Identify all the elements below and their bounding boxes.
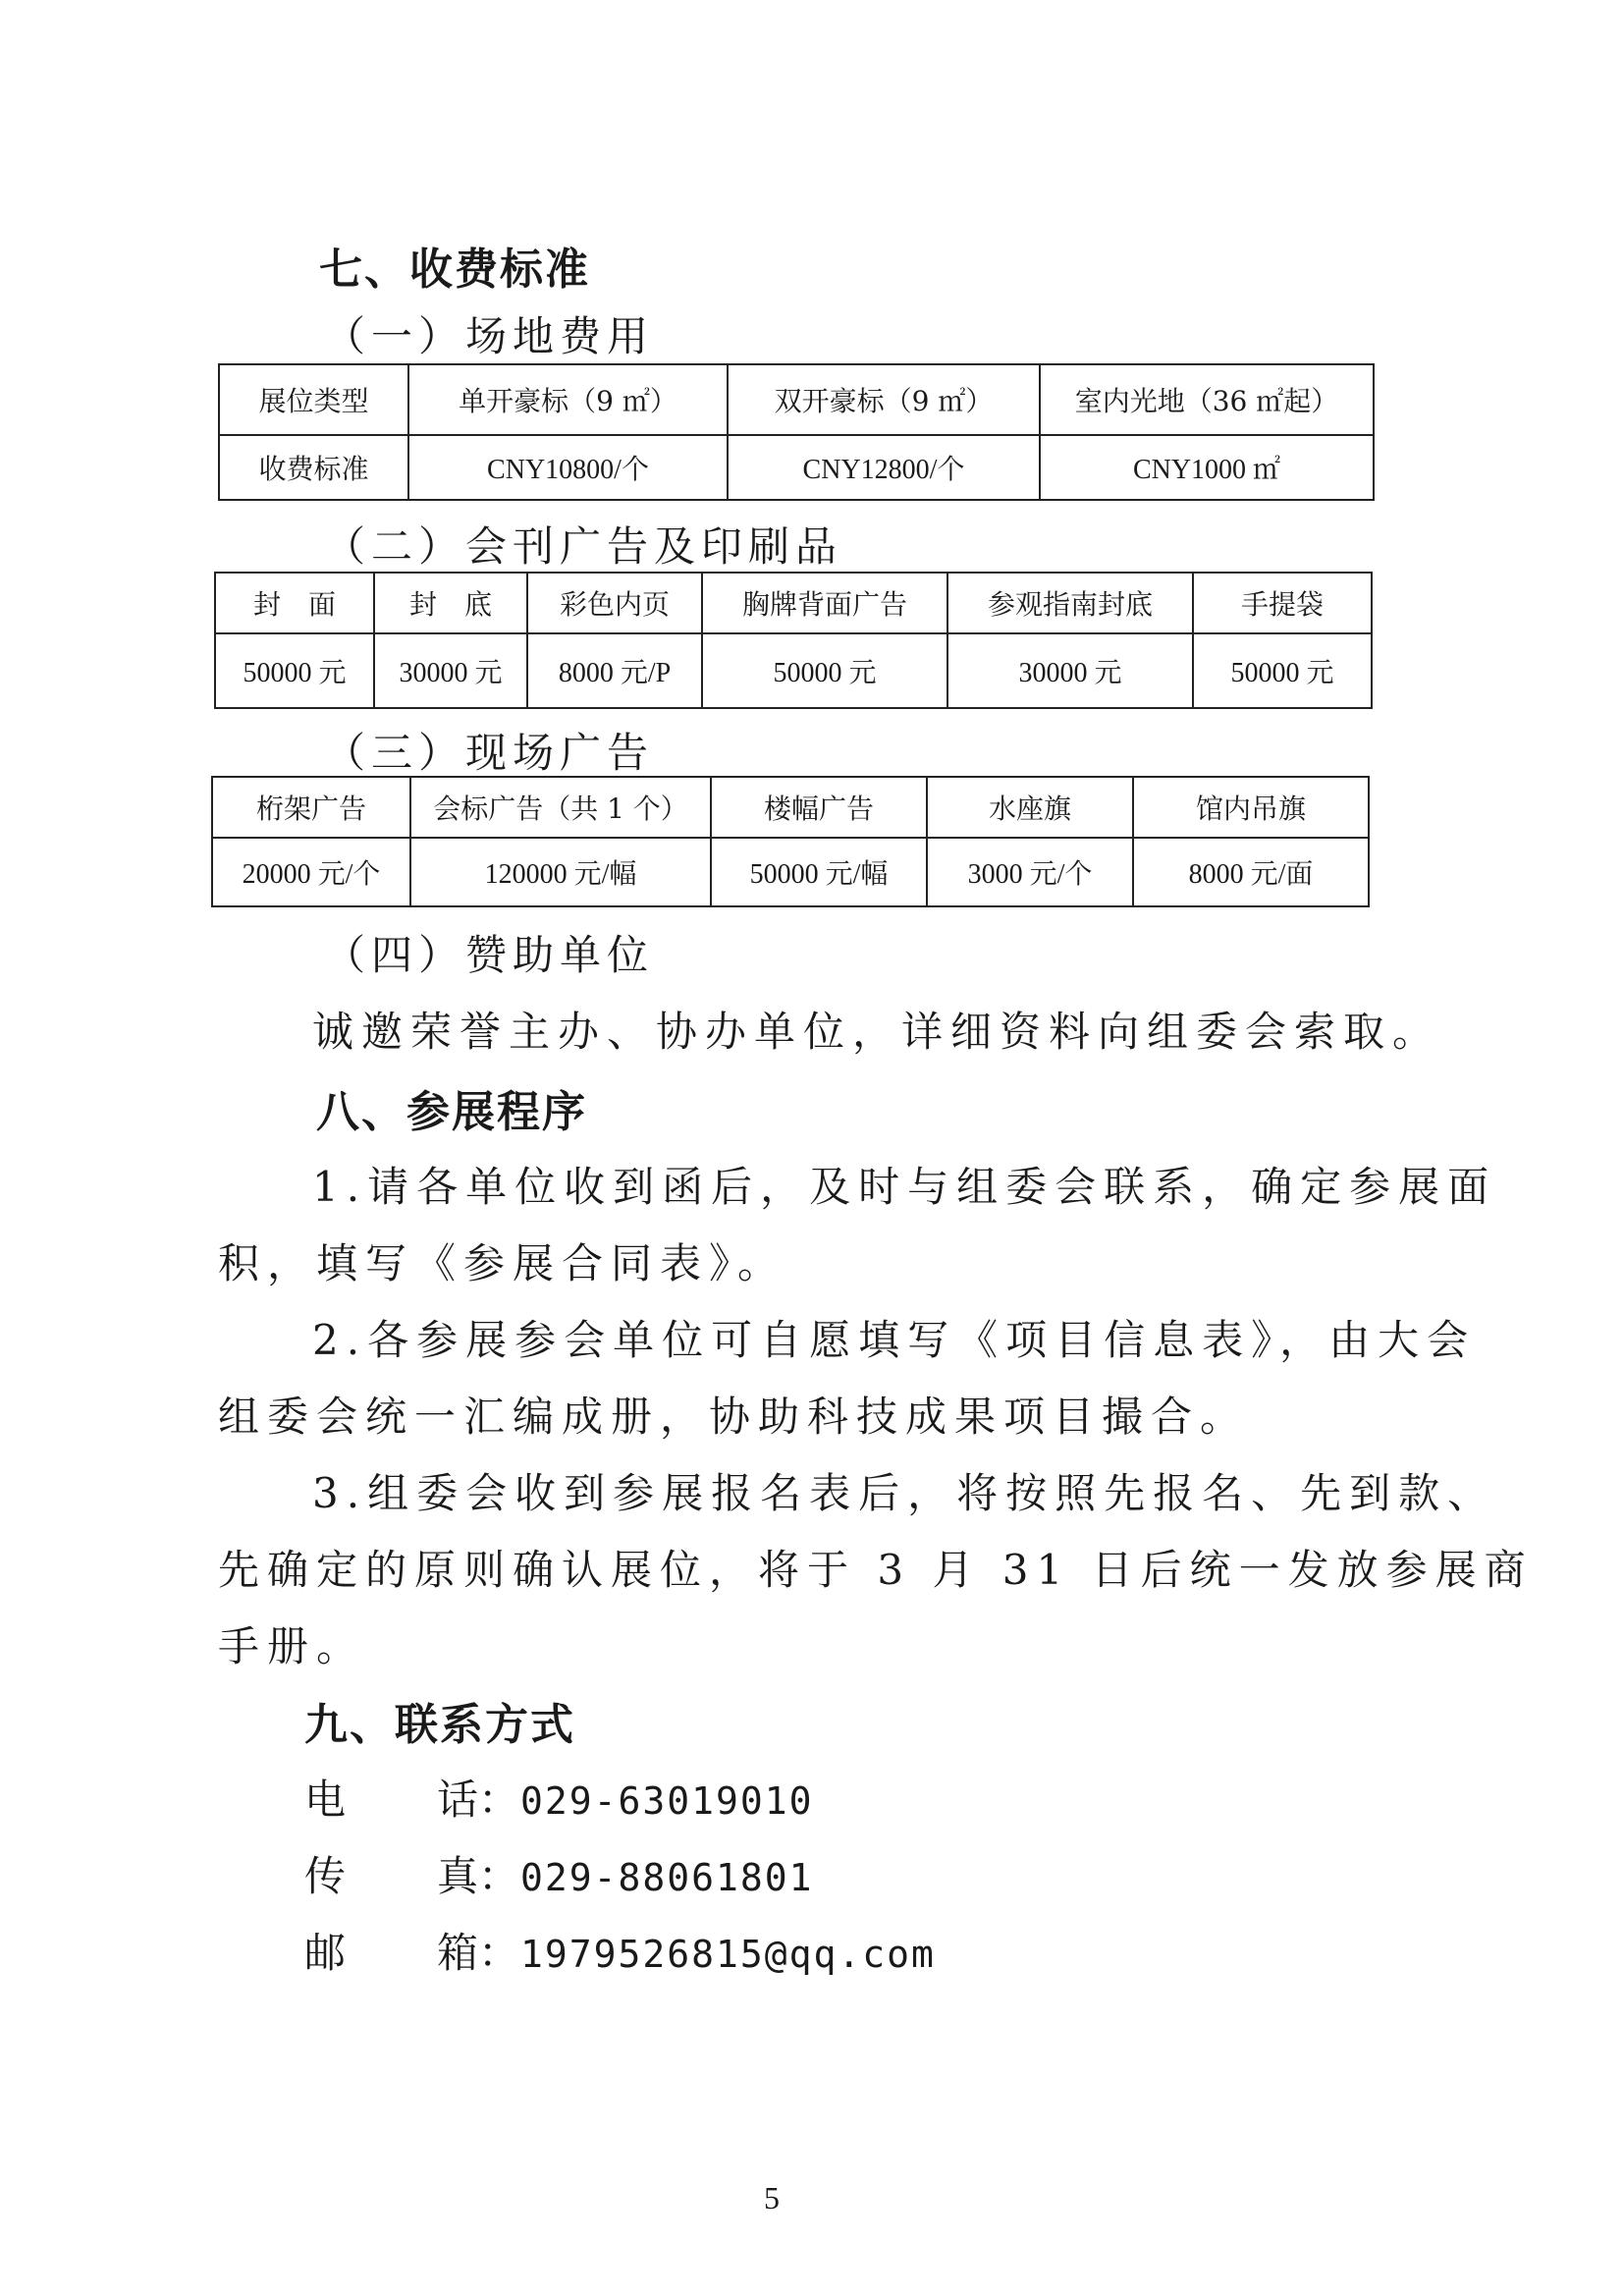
table-row: [215, 573, 1372, 633]
table-cell: 双开豪标（9 ㎡）: [728, 364, 1040, 435]
table-cell: 水座旗: [927, 777, 1133, 838]
table-row: [212, 838, 1369, 906]
subsection-2-title: （二）会刊广告及印刷品: [324, 522, 843, 571]
fax-label-a: 传: [304, 1852, 347, 1900]
table-cell: 封 底: [374, 573, 527, 633]
table-cell: 单开豪标（9 ㎡）: [408, 364, 728, 435]
table-cell: 8000 元/P: [527, 633, 702, 708]
table-row: [219, 364, 1374, 435]
table-cell: 50000 元/幅: [711, 838, 927, 906]
table-cell: 封 面: [215, 573, 374, 633]
procedure-1-line-2: 积，填写《参展合同表》。: [218, 1239, 787, 1287]
phone-label-b: 话：: [437, 1776, 520, 1824]
table-cell: CNY10800/个: [408, 435, 728, 500]
table-cell: 桁架广告: [212, 777, 410, 838]
procedure-2-line-1: 2.各参展参会单位可自愿填写《项目信息表》，由大会: [312, 1316, 1477, 1364]
table-cell: 室内光地（36 ㎡起）: [1040, 364, 1374, 435]
page-number: 5: [764, 2180, 780, 2215]
table-cell: 3000 元/个: [927, 838, 1133, 906]
phone-label-a: 电: [304, 1776, 347, 1824]
onsite-ad-table: [211, 776, 1370, 907]
publication-ad-table: [214, 572, 1373, 709]
table-cell: 50000 元: [702, 633, 947, 708]
procedure-3-line-1: 3.组委会收到参展报名表后，将按照先报名、先到款、: [312, 1469, 1497, 1517]
table-cell: 胸牌背面广告: [702, 573, 947, 633]
table-cell: 参观指南封底: [947, 573, 1193, 633]
table-cell: 30000 元: [947, 633, 1193, 708]
email-label-b: 箱：: [437, 1929, 520, 1977]
table-cell: 收费标准: [219, 435, 408, 500]
fax-line: [304, 1844, 814, 1903]
phone-line: [304, 1768, 814, 1827]
fax-label-b: 真：: [437, 1852, 520, 1900]
venue-fee-table: [218, 363, 1375, 501]
procedure-3-line-2: 先确定的原则确认展位，将于 3 月 31 日后统一发放参展商: [218, 1546, 1534, 1594]
table-cell: 楼幅广告: [711, 777, 927, 838]
table-cell: 8000 元/面: [1133, 838, 1369, 906]
sponsor-text: 诚邀荣誉主办、协办单位，详细资料向组委会索取。: [312, 1008, 1442, 1056]
table-cell: CNY1000 ㎡: [1040, 435, 1374, 500]
procedure-2-line-2: 组委会统一汇编成册，协助科技成果项目撮合。: [218, 1393, 1250, 1441]
email-label-a: 邮: [304, 1929, 347, 1977]
section-8-title: 八、参展程序: [316, 1087, 587, 1137]
fax-number: 029-88061801: [520, 1856, 814, 1899]
procedure-1-line-1: 1.请各单位收到函后，及时与组委会联系，确定参展面: [312, 1163, 1497, 1211]
table-cell: 展位类型: [219, 364, 408, 435]
subsection-4-title: （四）赞助单位: [324, 931, 655, 979]
procedure-3-line-3: 手册。: [218, 1622, 366, 1670]
table-cell: 馆内吊旗: [1133, 777, 1369, 838]
table-cell: CNY12800/个: [728, 435, 1040, 500]
table-cell: 120000 元/幅: [410, 838, 711, 906]
section-9-title: 九、联系方式: [304, 1700, 575, 1750]
table-cell: 彩色内页: [527, 573, 702, 633]
subsection-1-title: （一）场地费用: [324, 312, 655, 360]
email-line: [304, 1921, 936, 1980]
table-cell: 50000 元: [1193, 633, 1372, 708]
email-address: 1979526815@qq.com: [520, 1933, 936, 1976]
table-cell: 手提袋: [1193, 573, 1372, 633]
table-cell: 50000 元: [215, 633, 374, 708]
table-cell: 会标广告（共 1 个）: [410, 777, 711, 838]
table-row: [215, 633, 1372, 708]
phone-number: 029-63019010: [520, 1779, 814, 1823]
table-cell: 20000 元/个: [212, 838, 410, 906]
table-row: [212, 777, 1369, 838]
section-7-title: 七、收费标准: [319, 245, 590, 295]
table-row: [219, 435, 1374, 500]
subsection-3-title: （三）现场广告: [324, 729, 655, 777]
table-cell: 30000 元: [374, 633, 527, 708]
